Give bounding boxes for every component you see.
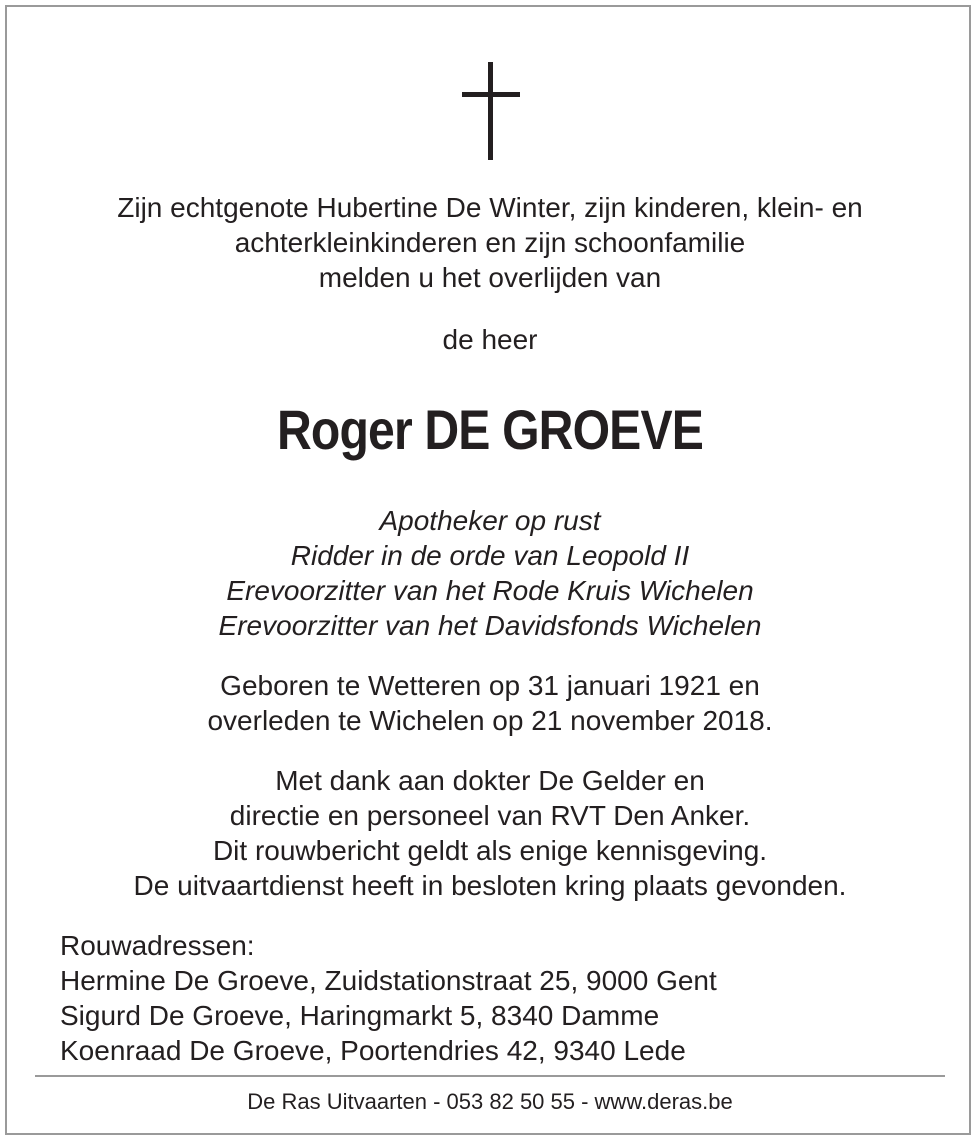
title-line: Erevoorzitter van het Rode Kruis Wichelen <box>226 575 754 606</box>
title-line: Ridder in de orde van Leopold II <box>290 540 690 571</box>
address-entry: Sigurd De Groeve, Haringmarkt 5, 8340 Damme <box>60 1000 660 1031</box>
footer-divider <box>35 1075 945 1077</box>
title-line: Erevoorzitter van het Davidsfonds Wichelen <box>218 610 762 641</box>
date-line: Geboren te Wetteren op 31 januari 1921 en <box>220 670 760 701</box>
intro-line: achterkleinkinderen en zijn schoonfamilie <box>234 227 746 258</box>
title-line: Apotheker op rust <box>379 505 601 536</box>
deceased-name: Roger DE GROEVE <box>277 398 703 461</box>
date-line: overleden te Wichelen op 21 november 2018. <box>207 705 773 736</box>
intro-line: Zijn echtgenote Hubertine De Winter, zijn kinderen, klein- en <box>117 192 863 223</box>
honorific: de heer <box>442 324 538 355</box>
announcement-intro <box>0 190 980 295</box>
mourning-addresses <box>60 928 717 1068</box>
funeral-home-footer: De Ras Uitvaarten - 053 82 50 55 - www.deras.be <box>247 1089 733 1114</box>
address-entry: Koenraad De Groeve, Poortendries 42, 9340 Lede <box>60 1035 686 1066</box>
thanks-line: directie en personeel van RVT Den Anker. <box>229 800 751 831</box>
intro-line: melden u het overlijden van <box>318 262 662 293</box>
acknowledgements <box>0 763 980 903</box>
deceased-titles <box>0 503 980 643</box>
birth-death-dates <box>0 668 980 738</box>
address-entry: Hermine De Groeve, Zuidstationstraat 25, 9000 Gent <box>60 965 717 996</box>
addresses-heading: Rouwadressen: <box>60 930 255 961</box>
thanks-line: De uitvaartdienst heeft in besloten kring plaats gevonden. <box>133 870 847 901</box>
thanks-line: Dit rouwbericht geldt als enige kennisgeving. <box>212 835 768 866</box>
latin-cross-icon <box>462 62 520 160</box>
thanks-line: Met dank aan dokter De Gelder en <box>275 765 705 796</box>
